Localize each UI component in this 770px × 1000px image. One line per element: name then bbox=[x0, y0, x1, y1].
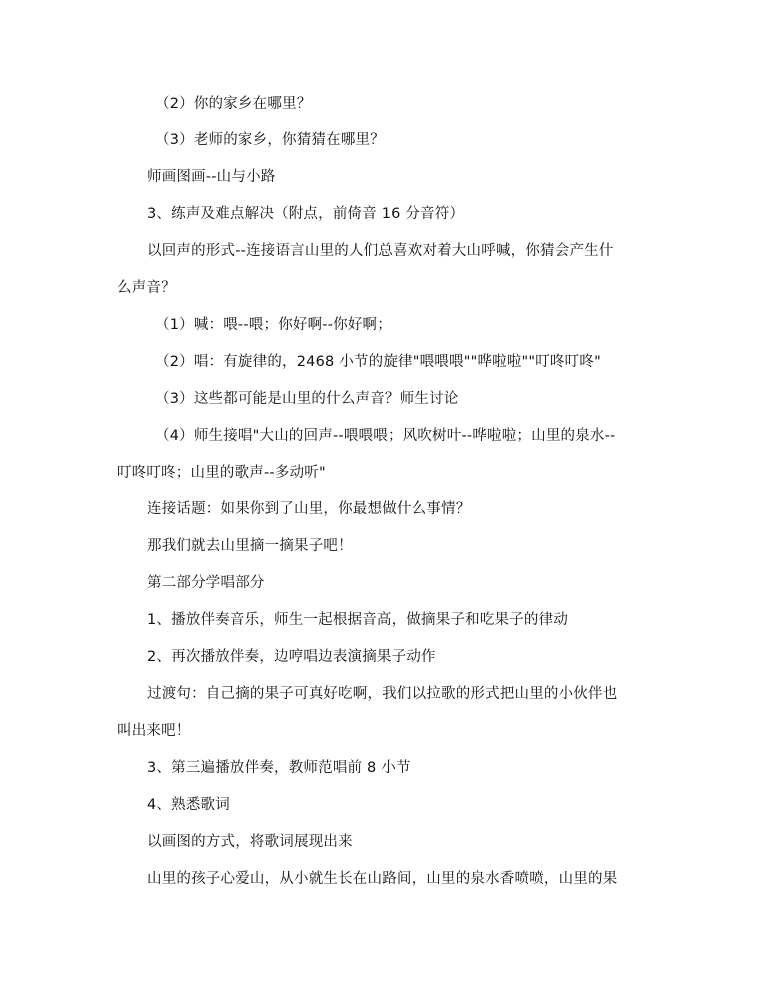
echo-paragraph-line-2: 么声音？ bbox=[117, 280, 176, 296]
pick-fruit-line: 那我们就去山里摘一摘果子吧！ bbox=[147, 538, 353, 554]
step-4-echo-line-1: （4）师生接唱"大山的回声--喂喂喂；风吹树叶--哗啦啦；山里的泉水-- bbox=[155, 428, 616, 444]
connect-topic-line: 连接话题：如果你到了山里，你最想做什么事情？ bbox=[147, 501, 471, 517]
part-2-step-3-line: 3、第三遍播放伴奏，教师范唱前 8 小节 bbox=[147, 760, 411, 776]
part-2-step-1-line: 1、播放伴奏音乐，师生一起根据音高，做摘果子和吃果子的律动 bbox=[147, 612, 569, 628]
step-2-sing-line: （2）唱：有旋律的，2468 小节的旋律"喂喂喂""哗啦啦""叮咚叮咚" bbox=[155, 354, 601, 370]
transition-line-2: 叫出来吧！ bbox=[117, 723, 191, 739]
transition-line-1: 过渡句：自己摘的果子可真好吃啊，我们以拉歌的形式把山里的小伙伴也 bbox=[147, 686, 618, 702]
section-3-heading: 3、练声及难点解决（附点，前倚音 16 分音符） bbox=[147, 206, 465, 222]
step-3-discuss-line: （3）这些都可能是山里的什么声音？师生讨论 bbox=[155, 391, 459, 407]
step-1-shout-line: （1）喊：喂--喂；你好啊--你好啊； bbox=[155, 317, 392, 333]
part-2-step-2-line: 2、再次播放伴奏，边哼唱边表演摘果子动作 bbox=[147, 649, 436, 665]
echo-paragraph-line-1: 以回声的形式--连接语言山里的人们总喜欢对着大山呼喊，你猜会产生什 bbox=[147, 243, 614, 259]
lyrics-line: 山里的孩子心爱山，从小就生长在山路间，山里的泉水香喷喷，山里的果 bbox=[147, 871, 618, 887]
question-2-line: （2）你的家乡在哪里？ bbox=[155, 96, 312, 112]
teacher-drawing-line: 师画图画--山与小路 bbox=[147, 169, 276, 185]
question-3-line: （3）老师的家乡，你猜猜在哪里？ bbox=[155, 132, 385, 148]
step-4-echo-line-2: 叮咚叮咚；山里的歌声--多动听" bbox=[117, 465, 326, 481]
drawing-lyrics-line: 以画图的方式，将歌词展现出来 bbox=[147, 834, 353, 850]
part-2-heading: 第二部分学唱部分 bbox=[147, 575, 265, 591]
part-2-step-4-line: 4、熟悉歌词 bbox=[147, 797, 230, 813]
